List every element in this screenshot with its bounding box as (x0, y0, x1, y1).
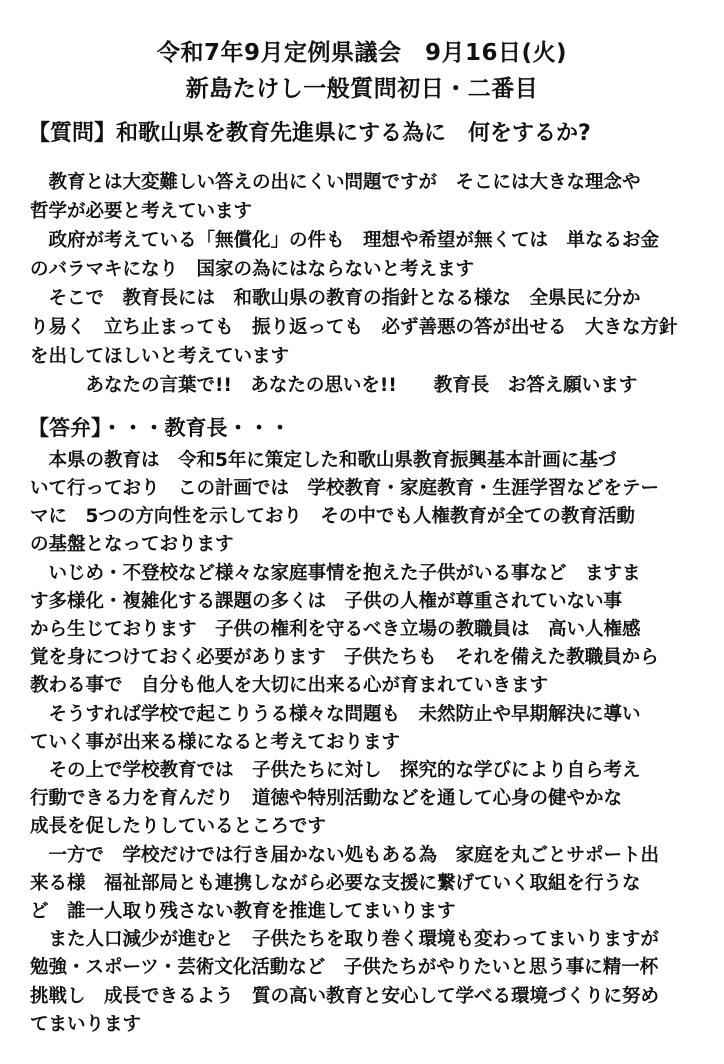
question-heading: 【質問】和歌山県を教育先進県にする為に 何をするか? (28, 121, 591, 146)
question-line: あなたの言葉で!! あなたの思いを!! 教育長 お答え願います (30, 375, 638, 396)
answer-line: す多様化・複雑化する課題の多くは 子供の人権が尊重されていない事 (30, 591, 623, 612)
question-line: を出してほしいと考えています (30, 346, 290, 367)
answer-line: の基盤となっております (30, 534, 234, 555)
answer-line: 本県の教育は 令和5年に策定した和歌山県教育振興基本計画に基づ (30, 450, 617, 471)
answer-line: 成長を促したりしているところです (30, 816, 326, 837)
answer-line: 勉強・スポーツ・芸術文化活動など 子供たちがやりたいと思う事に精一杯 (30, 957, 659, 978)
question-line: 教育とは大変難しい答えの出にくい問題ですが そこには大きな理念や (30, 172, 641, 193)
answer-line: 来る様 福祉部局とも連携しながら必要な支援に繋げていく取組を行うな (30, 873, 641, 894)
answer-line: ていく事が出来る様になると考えております (30, 732, 401, 753)
answer-line: いて行っており この計画では 学校教育・家庭教育・生涯学習などをテー (30, 478, 660, 499)
answer-line: いじめ・不登校など様々な家庭事情を抱えた子供がいる事など ますま (30, 563, 641, 584)
answer-line: 一方で 学校だけでは行き届かない処もある為 家庭を丸ごとサポート出 (30, 845, 660, 866)
header-title: 令和7年9月定例県議会 9月16日(火) (156, 40, 568, 66)
question-line: のバラマキになり 国家の為にはならないと考えます (30, 259, 475, 280)
question-line: 哲学が必要と考えています (30, 201, 253, 222)
answer-line: 行動できる力を育んだり 道徳や特別活動などを通して心身の健やかな (30, 788, 623, 809)
answer-heading: 【答弁】・・・教育長・・・ (28, 416, 291, 440)
question-line: り易く 立ち止まっても 振り返っても 必ず善悪の答が出せる 大きな方針 (30, 317, 678, 338)
answer-line: また人口減少が進むと 子供たちを取り巻く環境も変わってまいりますが (30, 929, 659, 950)
answer-line: 覚を身につけておく必要があります 子供たちも それを備えた教職員から (30, 647, 659, 668)
question-line: そこで 教育長には 和歌山県の教育の指針となる様な 全県民に分か (30, 288, 641, 309)
answer-line: マに 5つの方向性を示しており その中でも人権教育が全ての教育活動 (30, 506, 635, 527)
answer-line: そうすれば学校で起こりうる様々な問題も 未然防止や早期解決に導い (30, 704, 641, 725)
answer-line: てまいります (30, 1014, 142, 1035)
answer-line: から生じております 子供の権利を守るべき立場の教職員は 高い人権感 (30, 619, 641, 640)
answer-line: 教わる事で 自分も他人を大切に出来る心が育まれていきます (30, 675, 549, 696)
header-subtitle: 新島たけし一般質問初日・二番目 (185, 76, 539, 102)
answer-line: ど 誰一人取り残さない教育を推進してまいります (30, 901, 456, 922)
answer-line: 挑戦し 成長できるよう 質の高い教育と安心して学べる環境づくりに努め (30, 986, 660, 1007)
question-line: 政府が考えている「無償化」の件も 理想や希望が無くては 単なるお金 (30, 230, 660, 251)
answer-line: その上で学校教育では 子供たちに対し 探究的な学びにより自ら考え (30, 760, 641, 781)
